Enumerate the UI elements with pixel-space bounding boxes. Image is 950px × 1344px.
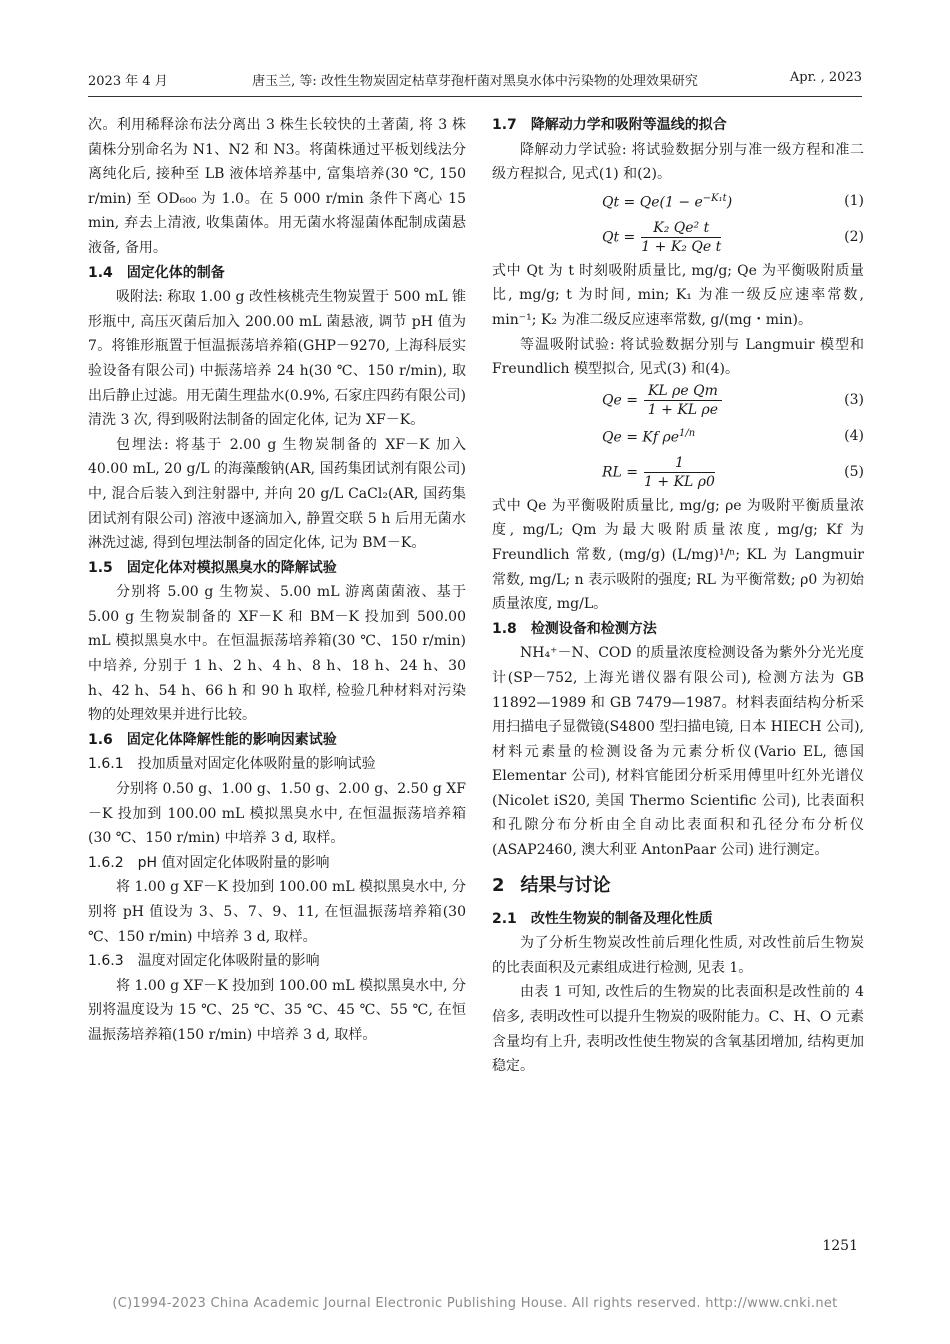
paragraph: 式中 Qt 为 t 时刻吸附质量比, mg/g; Qe 为平衡吸附质量比, mg/g; t 为时间, min; K₁ 为准一级反应速率常数, min⁻¹; K₂ 为准二级反应速率常数, g/(mg・min)。 — [492, 262, 864, 328]
section-heading-1-4: 1.4 固定化体的制备 — [88, 264, 225, 281]
header-title: 唐玉兰, 等: 改性生物炭固定枯草芽孢杆菌对黑臭水体中污染物的处理效果研究 — [252, 74, 698, 89]
equation-4: Qe = Kf $\rho e^{1/n}$ (4) — [602, 427, 864, 446]
equation-5: RL = $\frac{1}{\text{1 + KL ρ0}}$ (5) — [602, 454, 864, 490]
section-heading-1-6-2: 1.6.2 pH 值对固定化体吸附量的影响 — [88, 854, 330, 871]
paragraph: 吸附法: 称取 1.00 g 改性核桃壳生物炭置于 500 mL 锥形瓶中, 高压灭菌后加入 200.00 mL 菌悬液, 调节 pH 值为 7。将锥形瓶置于恒温振荡培养箱(GHP－9270, 上海科辰实验设备有限公司) 中振荡培养 24 h(30 ℃、150 r/min), 取出后静止过滤。用无菌生理盐水(0.9%, 石家庄四药有限公司) 清洗 3 次, 得到吸附法制备的固定化体, 记为 XF－K。 — [88, 289, 466, 429]
paragraph: 次。利用稀释涂布法分离出 3 株生长较快的土著菌, 将 3 株菌株分别命名为 N1、N2 和 N3。将菌株通过平板划线法分离纯化后, 接种至 LB 液体培养基中, 富集培养(30 ℃, 150 r/min) 至 OD₆₀₀ 为 1.0。在 5 000 r/min 条件下离心 15 min, 弃去上清液, 收集菌体。用无菌水将湿菌体配制成菌悬液备, 备用。 — [88, 117, 466, 256]
paragraph: 等温吸附试验: 将试验数据分别与 Langmuir 模型和 Freundlich 模型拟合, 见式(3) 和(4)。 — [492, 336, 864, 378]
paragraph: 分别将 0.50 g、1.00 g、1.50 g、2.00 g、2.50 g XF－K 投加到 100.00 mL 模拟黑臭水中, 在恒温振荡培养箱(30 ℃、150 r/min) 中培养 3 d, 取样。 — [88, 781, 466, 847]
section-heading-1-8: 1.8 检测设备和检测方法 — [492, 620, 657, 637]
paragraph: 式中 Qe 为平衡吸附质量比, mg/g; ρe 为吸附平衡质量浓度, mg/L; Qm 为最大吸附质量浓度, mg/g; Kf 为 Freundlich 常数, (mg/g) (L/mg)¹/ⁿ; KL 为 Langmuir 常数, mg/L; n 表示吸附的强度; RL 为平衡常数; ρ0 为初始质量浓度, mg/L。 — [492, 497, 864, 613]
header-date-en: Apr. , 2023 — [789, 70, 862, 85]
section-heading-1-6: 1.6 固定化体降解性能的影响因素试验 — [88, 731, 337, 748]
paragraph: 将 1.00 g XF－K 投加到 100.00 mL 模拟黑臭水中, 分别将温度设为 15 ℃、25 ℃、35 ℃、45 ℃、55 ℃, 在恒温振荡培养箱(150 r/min) 中培养 3 d, 取样。 — [88, 977, 466, 1043]
header-date: 2023 年 4 月 — [88, 74, 168, 89]
section-heading-1-6-3: 1.6.3 温度对固定化体吸附量的影响 — [88, 953, 320, 970]
paragraph: 分别将 5.00 g 生物炭、5.00 mL 游离菌菌液、基于 5.00 g 生物炭制备的 XF－K 和 BM－K 投加到 500.00 mL 模拟黑臭水中。在恒温振荡培养箱(30 ℃、150 r/min) 中培养, 分别于 1 h、2 h、4 h、8 h、18 h、24 h、30 h、42 h、54 h、66 h 和 90 h 取样, 检验几种材料对污染物的处理效果并进行比较。 — [88, 584, 466, 724]
page-number: 1251 — [822, 1238, 858, 1254]
paragraph: NH₄⁺－N、COD 的质量浓度检测设备为紫外分光光度计(SP－752, 上海光谱仪器有限公司), 检测方法为 GB 11892—1989 和 GB 7479—1987。材料表面结构分析采用扫描电子显微镜(S4800 型扫描电镜, 日本 HIECH 公司), 材料元素量的检测设备为元素分析仪(Vario EL, 德国 Elementar 公司), 材料官能团分析采用傅里叶红外光谱仪(Nicolet iS20, 美国 Thermo Scientific 公司), 比表面积和孔隙分布分析由全自动比表面积和孔径分布分析仪(ASAP2460, 澳大利亚 AntonPaar 公司) 进行测定。 — [492, 645, 864, 859]
copyright-footer: (C)1994-2023 China Academic Journal Electronic Publishing House. All rights reserved. http://www.cnki.net — [112, 1296, 838, 1311]
paragraph: 为了分析生物炭改性前后理化性质, 对改性前后生物炭的比表面积及元素组成进行检测, 见表 1。 — [492, 935, 864, 976]
equation-2: Qt = $\frac{\text{K₂ Qe² t}}{\text{1 + K₂ Qe t}}$ (2) — [602, 219, 864, 255]
running-header — [88, 70, 862, 94]
paragraph: 将 1.00 g XF－K 投加到 100.00 mL 模拟黑臭水中, 分别将 pH 值设为 3、5、7、9、11, 在恒温振荡培养箱(30 ℃、150 r/min) 中培养 3 d, 取样。 — [88, 879, 466, 945]
header-rule — [88, 96, 862, 97]
section-heading-1-5: 1.5 固定化体对模拟黑臭水的降解试验 — [88, 559, 337, 576]
section-heading-1-6-1: 1.6.1 投加质量对固定化体吸附量的影响试验 — [88, 756, 376, 773]
equation-1: $Qt = Qe(1 - e^{-K_1t})$ (1) — [602, 192, 864, 211]
left-column — [88, 113, 466, 1048]
right-column — [492, 113, 864, 1079]
paragraph: 由表 1 可知, 改性后的生物炭的比表面积是改性前的 4 倍多, 表明改性可以提升生物炭的吸附能力。C、H、O 元素含量均有上升, 表明改性使生物炭的含氧基团增加, 结构更加稳定。 — [492, 984, 864, 1075]
section-heading-2: 2 结果与讨论 — [492, 874, 611, 896]
equation-3: Qe = $\frac{\text{KL ρe Qm}}{\text{1 + KL ρe}}$ (3) — [602, 382, 864, 418]
paragraph: 降解动力学试验: 将试验数据分别与准一级方程和准二级方程拟合, 见式(1) 和(2)。 — [492, 141, 864, 183]
section-heading-2-1: 2.1 改性生物炭的制备及理化性质 — [492, 910, 713, 927]
paragraph: 包埋法: 将基于 2.00 g 生物炭制备的 XF－K 加入 40.00 mL, 20 g/L 的海藻酸钠(AR, 国药集团试剂有限公司) 中, 混合后装入到注射器中, 并向 20 g/L CaCl₂(AR, 国药集团试剂有限公司) 溶液中逐滴加入, 静置交联 5 h 后用无菌水淋洗过滤, 得到包埋法制备的固定化体, 记为 BM－K。 — [88, 436, 466, 552]
section-heading-1-7: 1.7 降解动力学和吸附等温线的拟合 — [492, 117, 727, 133]
